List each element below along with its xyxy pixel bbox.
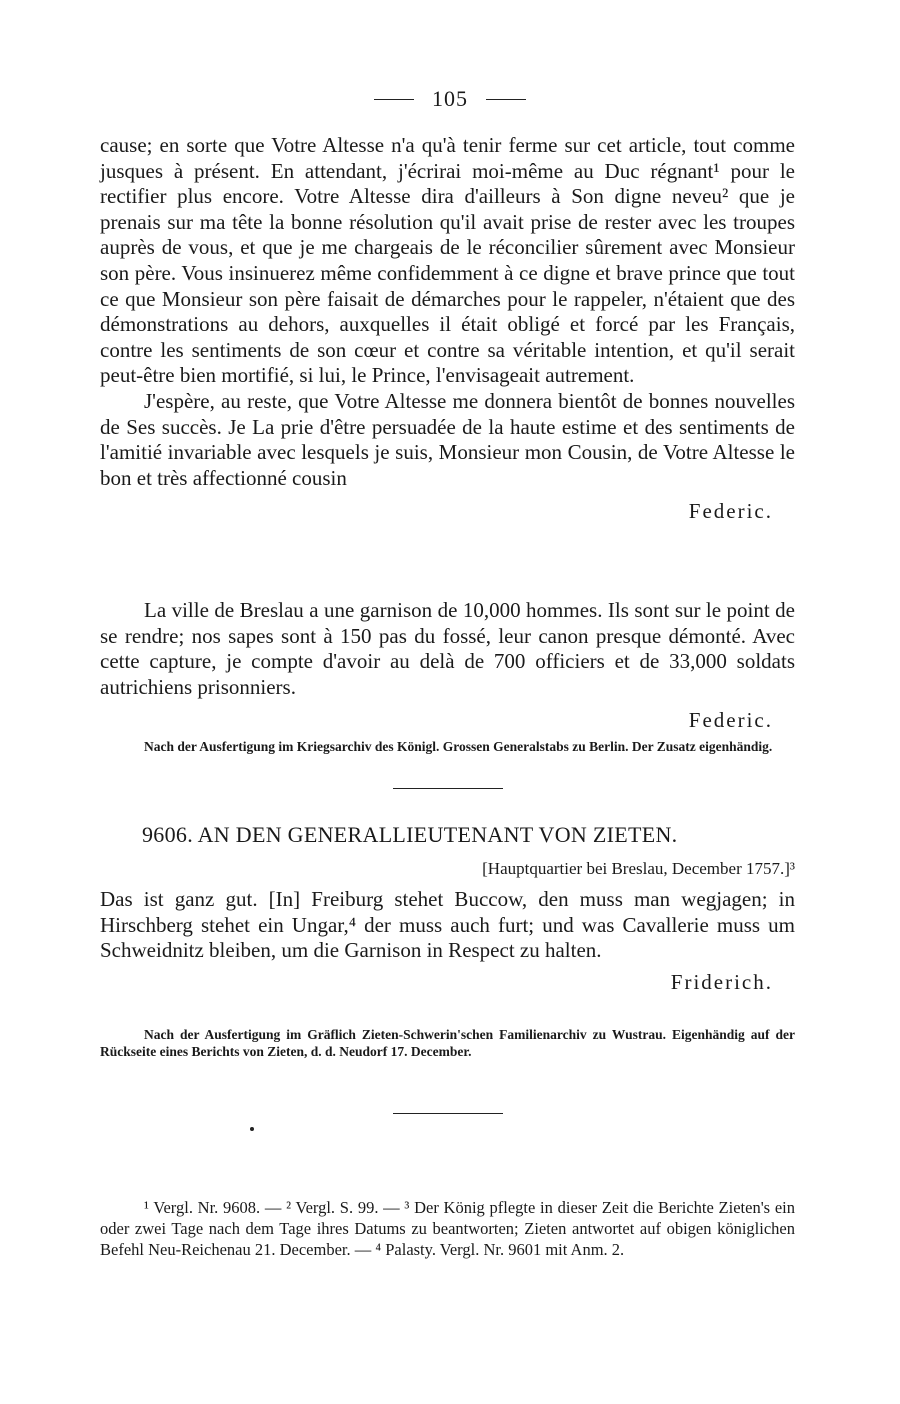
postscript-signature: Federic. <box>688 708 773 733</box>
archive-note: Nach der Ausfertigung im Gräflich Zieten-Schwerin'schen Familienarchiv zu Wustrau. Eigenhändig auf der Rückseite eines Berichts von Zieten, d. d. Neudorf 17. December. <box>100 1027 795 1059</box>
footnotes-text: ¹ Vergl. Nr. 9608. — ² Vergl. S. 99. — ³ Der König pflegte in dieser Zeit die Berichte Zieten's ein oder zwei Tage nach dem Tage ihres Datums zu beantworten; Zieten antwortet auf obigen königlichen Befehl Neu-Reichenau 21. December. — ⁴ Palasty. Vergl. Nr. 9601 mit Anm. 2. <box>100 1198 795 1259</box>
letter-paragraph-2: J'espère, au reste, que Votre Altesse me donnera bientôt de bonnes nouvelles de Ses succès. Je La prie d'être persuadée de la haute estime et des sentiments de l'amitié invariable avec lesquels je suis, Monsieur mon Cousin, de Votre Altesse le bon et très affectionné cousin <box>100 388 795 490</box>
header-rule-right <box>486 99 526 100</box>
page-number: 105 <box>432 86 468 111</box>
section-separator <box>393 788 503 789</box>
ink-speck <box>250 1127 254 1131</box>
separator-2-wrap <box>100 1113 795 1114</box>
letter-signature: Federic. <box>688 499 773 524</box>
letter-body: Das ist ganz gut. [In] Freiburg stehet Buccow, den muss man wegjagen; in Hirschberg stehet ein Ungar,⁴ der muss auch furt; und was Cavallerie muss um Schweidnitz bleiben, um die Garnison in Respect zu halten. <box>100 887 795 963</box>
footnotes <box>100 1197 795 1260</box>
header-rule-left <box>374 99 414 100</box>
page-header <box>0 86 900 112</box>
section-separator <box>393 1113 503 1114</box>
source-note-1 <box>100 738 795 755</box>
source-note-2 <box>100 1026 795 1060</box>
letter-paragraph-1: cause; en sorte que Votre Altesse n'a qu'à tenir ferme sur cet article, tout comme jusques à présent. En attendant, j'écrirai moi-même au Duc régnant¹ pour le rectifier plus encore. Votre Altesse dira d'ailleurs à Son digne neveu² que je prenais sur ma tête la bonne résolution qu'il avait prise de rester avec les troupes auprès de vous, et que je me chargeais de le réconcilier sûrement avec Monsieur son père. Vous insinuerez même confidemment à ce digne et brave prince que tout ce que Monsieur son père faisait de démarches pour le rappeler, n'étaient que des démonstrations au dehors, auxquelles il était obligé et forcé par les Français, contre les sentiments de son cœur et contre sa véritable intention, et qu'il serait peut-être bien mortifié, si lui, le Prince, l'envisageait autrement. <box>100 133 795 388</box>
letter-continuation <box>100 133 795 525</box>
letter-dateline: [Hauptquartier bei Breslau, December 1757.]³ <box>482 858 795 878</box>
postscript-text: La ville de Breslau a une garnison de 10,000 hommes. Ils sont sur le point de se rendre; nos sapes sont à 150 pas du fossé, leur canon presque démonté. Avec cette capture, je compte d'avoir au delà de 700 officiers et de 33,000 soldats autrichiens prisonniers. <box>100 598 795 699</box>
archive-note: Nach der Ausfertigung im Kriegsarchiv des Königl. Grossen Generalstabs zu Berlin. Der Zusatz eigenhändig. <box>144 739 773 754</box>
letter-signature: Friderich. <box>670 969 773 994</box>
postscript <box>100 598 795 734</box>
letter-title: 9606. AN DEN GENERALLIEUTENANT VON ZIETEN. <box>142 822 678 847</box>
separator-1-wrap <box>100 788 795 789</box>
letter-9606 <box>100 822 795 996</box>
